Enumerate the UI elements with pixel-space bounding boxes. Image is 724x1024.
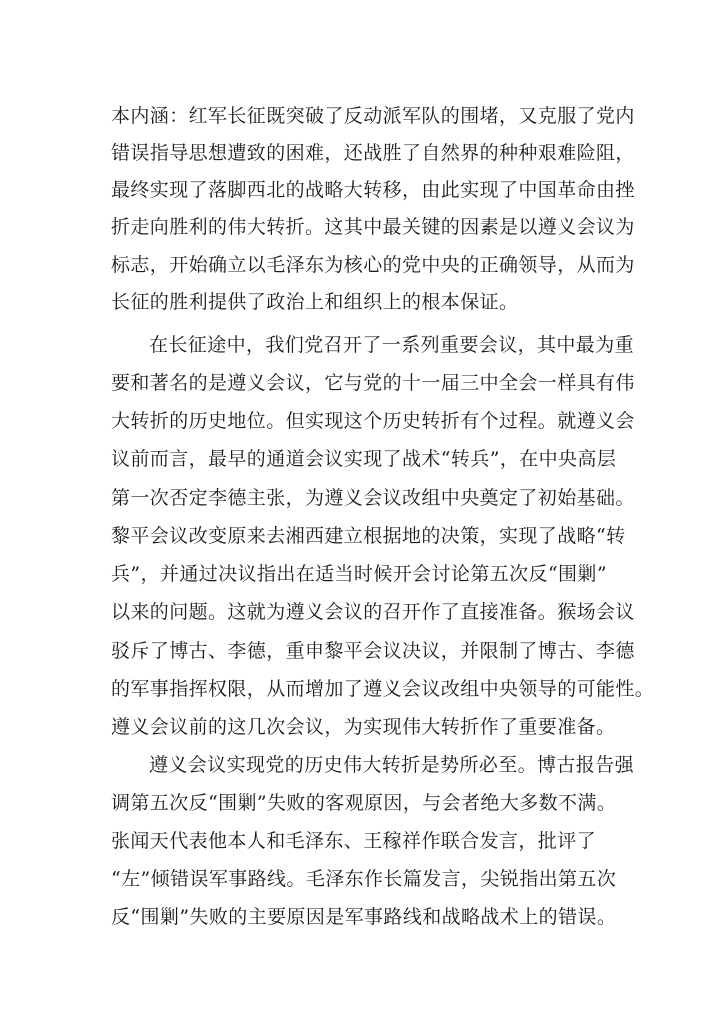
- text-line: 要和著名的是遵义会议，它与党的十一届三中全会一样具有伟: [111, 372, 635, 394]
- text-line: “左”倾错误军事路线。毛泽东作长篇发言，尖锐指出第五次: [111, 868, 617, 890]
- text-line: 的军事指挥权限，从而增加了遵义会议改组中央领导的可能性。: [111, 678, 655, 700]
- text-line: 张闻天代表他本人和毛泽东、王稼祥作联合发言，批评了: [111, 830, 597, 852]
- text-line: 大转折的历史地位。但实现这个历史转折有个过程。就遵义会: [111, 410, 635, 432]
- text-line: 驳斥了博古、李德，重申黎平会议决议，并限制了博古、李德: [111, 640, 635, 662]
- text-line: 反“围剿”失败的主要原因是军事路线和战略战术上的错误。: [111, 906, 617, 928]
- text-line: 错误指导思想遭致的困难，还战胜了自然界的种种艰难险阻，: [111, 142, 635, 164]
- text-line: 标志，开始确立以毛泽东为核心的党中央的正确领导，从而为: [111, 254, 635, 276]
- text-line: 折走向胜利的伟大转折。这其中最关键的因素是以遵义会议为: [111, 216, 635, 238]
- paragraph-first-line: 遵义会议实现党的历史伟大转折是势所必至。博古报告强: [149, 754, 635, 776]
- text-line: 本内涵：红军长征既突破了反动派军队的围堵，又克服了党内: [111, 105, 635, 127]
- paragraph-first-line: 在长征途中，我们党召开了一系列重要会议，其中最为重: [149, 334, 635, 356]
- text-line: 最终实现了落脚西北的战略大转移，由此实现了中国革命由挫: [111, 179, 635, 201]
- text-line: 调第五次反“围剿”失败的客观原因，与会者绝大多数不满。: [111, 792, 617, 814]
- text-line: 长征的胜利提供了政治上和组织上的根本保证。: [111, 291, 519, 313]
- text-line: 第一次否定李德主张，为遵义会议改组中央奠定了初始基础。: [111, 487, 635, 509]
- text-line: 议前而言，最早的通道会议实现了战术“转兵”，在中央高层: [111, 448, 617, 470]
- text-line: 遵义会议前的这几次会议，为实现伟大转折作了重要准备。: [111, 716, 616, 738]
- text-line: 兵”，并通过决议指出在适当时候开会讨论第五次反“围剿”: [111, 563, 607, 585]
- text-line: 黎平会议改变原来去湘西建立根据地的决策，实现了战略“转: [111, 525, 626, 547]
- text-line: 以来的问题。这就为遵义会议的召开作了直接准备。猴场会议: [111, 601, 635, 623]
